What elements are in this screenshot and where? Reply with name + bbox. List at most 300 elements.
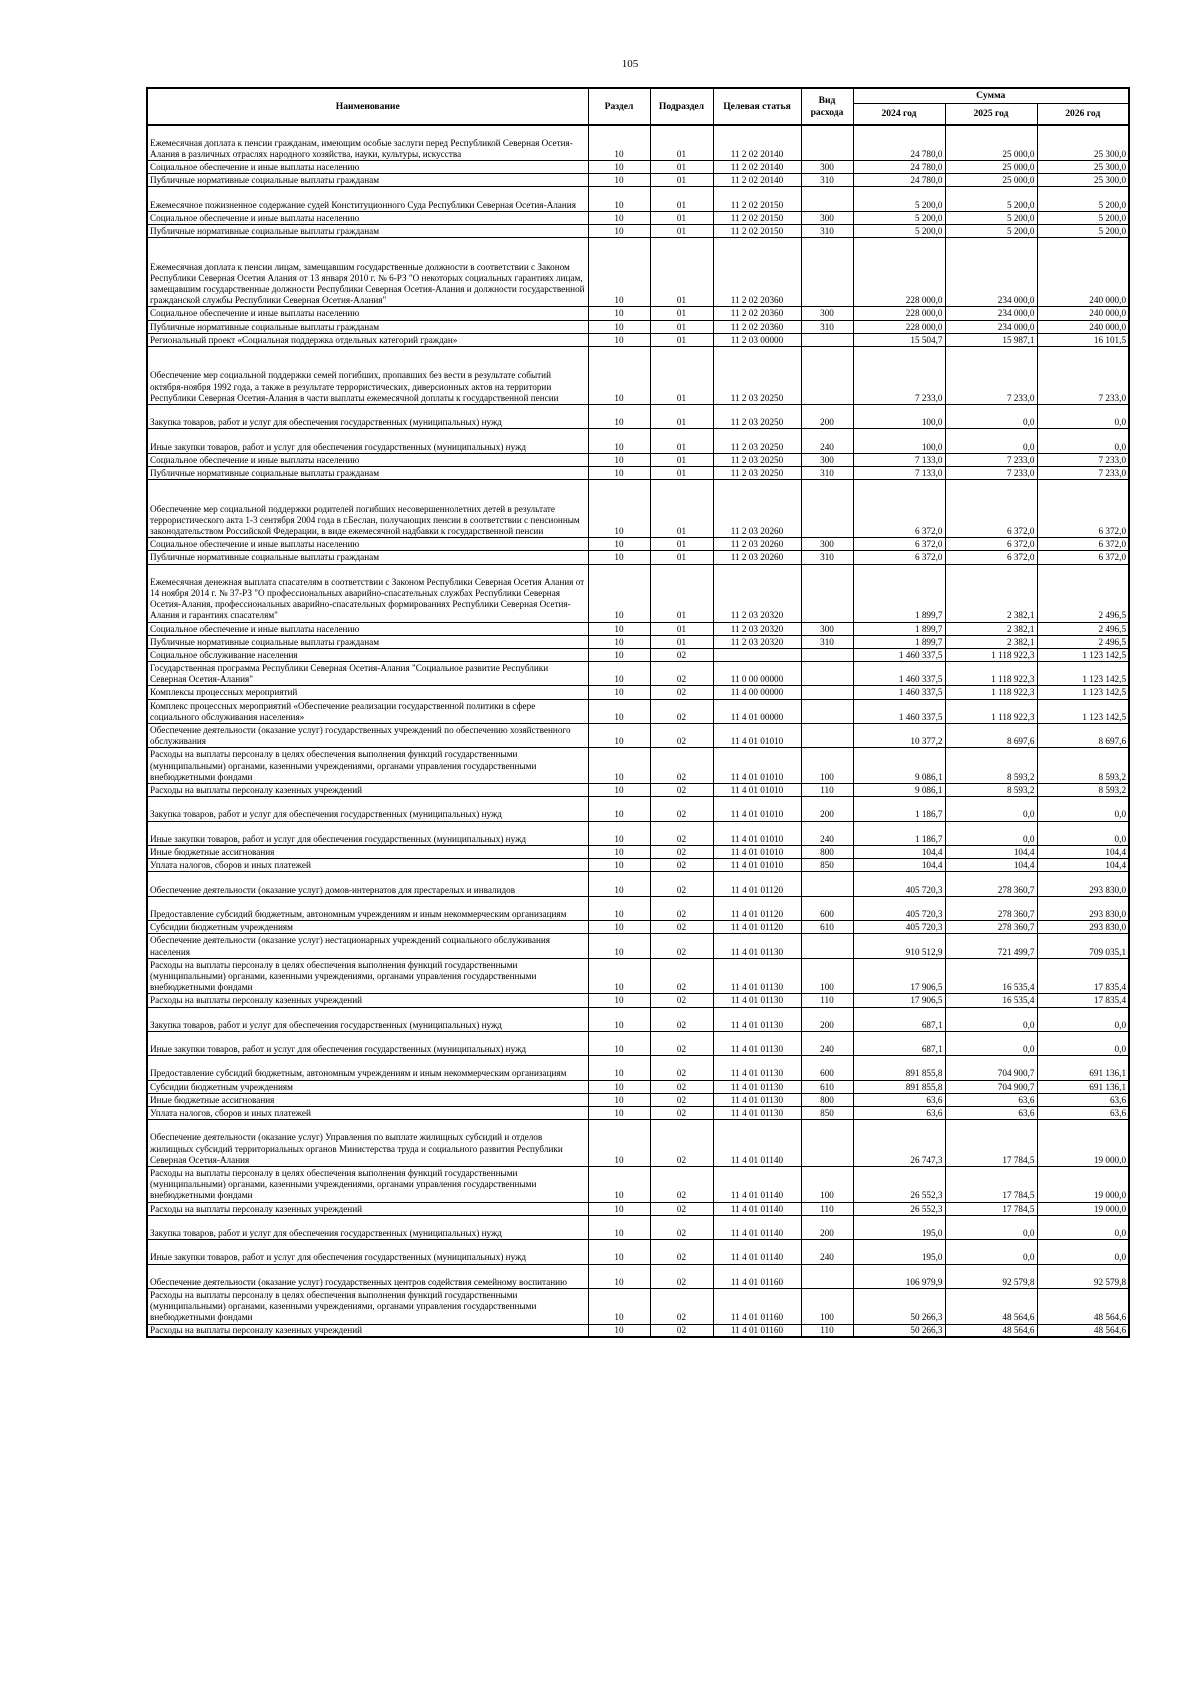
row-amount-2024: 687,1 — [853, 1031, 945, 1055]
table-row — [147, 551, 1129, 564]
row-target: 11 4 01 01130 — [713, 1107, 801, 1120]
row-amount-2025: 278 360,7 — [945, 896, 1037, 920]
row-amount-2026: 17 835,4 — [1037, 958, 1129, 994]
row-amount-2024: 7 133,0 — [853, 466, 945, 479]
row-razdel: 10 — [588, 934, 650, 958]
row-amount-2025: 48 564,6 — [945, 1324, 1037, 1337]
row-razdel: 10 — [588, 333, 650, 346]
table-row — [147, 1202, 1129, 1215]
table-row — [147, 994, 1129, 1007]
row-name: Закупка товаров, работ и услуг для обеспечения государственных (муниципальных) нужд — [147, 797, 588, 821]
row-amount-2024: 405 720,3 — [853, 896, 945, 920]
row-target: 11 4 01 01140 — [713, 1167, 801, 1203]
row-amount-2024: 100,0 — [853, 429, 945, 453]
row-amount-2025: 7 233,0 — [945, 346, 1037, 404]
row-razdel: 10 — [588, 174, 650, 187]
row-podrazdel: 01 — [650, 125, 713, 161]
row-target: 11 2 02 20360 — [713, 238, 801, 307]
row-vid — [801, 346, 853, 404]
row-name: Публичные нормативные социальные выплаты гражданам — [147, 225, 588, 238]
row-name: Иные бюджетные ассигнования — [147, 846, 588, 859]
row-amount-2026: 1 123 142,5 — [1037, 648, 1129, 661]
row-amount-2026: 104,4 — [1037, 859, 1129, 872]
row-podrazdel: 02 — [650, 994, 713, 1007]
row-amount-2026: 8 697,6 — [1037, 724, 1129, 748]
row-amount-2024: 106 979,9 — [853, 1264, 945, 1288]
row-name: Закупка товаров, работ и услуг для обеспечения государственных (муниципальных) нужд — [147, 1215, 588, 1239]
row-amount-2026: 0,0 — [1037, 404, 1129, 428]
table-row — [147, 187, 1129, 211]
row-target: 11 2 02 20140 — [713, 161, 801, 174]
row-amount-2026: 240 000,0 — [1037, 307, 1129, 320]
row-podrazdel: 01 — [650, 429, 713, 453]
row-amount-2024: 5 200,0 — [853, 211, 945, 224]
table-row — [147, 320, 1129, 333]
row-target: 11 4 01 01010 — [713, 846, 801, 859]
row-vid: 610 — [801, 1080, 853, 1093]
row-vid: 850 — [801, 1107, 853, 1120]
row-amount-2026: 6 372,0 — [1037, 480, 1129, 538]
row-podrazdel: 02 — [650, 1007, 713, 1031]
row-podrazdel: 02 — [650, 1202, 713, 1215]
row-podrazdel: 01 — [650, 174, 713, 187]
row-razdel: 10 — [588, 821, 650, 845]
row-amount-2026: 1 123 142,5 — [1037, 699, 1129, 723]
row-podrazdel: 02 — [650, 1240, 713, 1264]
table-row — [147, 1240, 1129, 1264]
row-razdel: 10 — [588, 211, 650, 224]
row-amount-2026: 104,4 — [1037, 846, 1129, 859]
table-row — [147, 1215, 1129, 1239]
row-name: Социальное обслуживание населения — [147, 648, 588, 661]
row-podrazdel: 02 — [650, 1324, 713, 1337]
row-vid: 610 — [801, 921, 853, 934]
row-amount-2024: 195,0 — [853, 1215, 945, 1239]
row-name: Уплата налогов, сборов и иных платежей — [147, 859, 588, 872]
row-podrazdel: 02 — [650, 1107, 713, 1120]
row-amount-2026: 6 372,0 — [1037, 551, 1129, 564]
table-row — [147, 635, 1129, 648]
header-year-2025: 2025 год — [945, 104, 1037, 126]
row-amount-2025: 7 233,0 — [945, 453, 1037, 466]
table-row — [147, 1080, 1129, 1093]
row-vid — [801, 686, 853, 699]
row-amount-2025: 704 900,7 — [945, 1056, 1037, 1080]
row-target: 11 2 03 20320 — [713, 622, 801, 635]
row-target: 11 2 02 20140 — [713, 174, 801, 187]
row-razdel: 10 — [588, 480, 650, 538]
row-razdel: 10 — [588, 797, 650, 821]
row-razdel: 10 — [588, 1215, 650, 1239]
row-name: Ежемесячная доплата к пенсии лицам, замещавшим государственные должности в соответствии с Законом Республики Северная Осетия Алания от 13 января 2010 г. № 6-РЗ "О некоторых социальных гарантиях лицам, замещавшим государственные должности Республики Северная Осетия-Алания и должности государственной гражданской службы Республики Северная Осетия-Алания" — [147, 238, 588, 307]
table-row — [147, 846, 1129, 859]
row-target: 11 2 03 20250 — [713, 466, 801, 479]
row-podrazdel: 02 — [650, 1289, 713, 1325]
row-amount-2025: 6 372,0 — [945, 538, 1037, 551]
row-razdel: 10 — [588, 125, 650, 161]
row-name: Обеспечение деятельности (оказание услуг) государственных учреждений по обеспечению хозяйственного обслуживания — [147, 724, 588, 748]
row-amount-2024: 6 372,0 — [853, 538, 945, 551]
row-podrazdel: 02 — [650, 872, 713, 896]
row-amount-2025: 5 200,0 — [945, 225, 1037, 238]
row-podrazdel: 02 — [650, 784, 713, 797]
row-target: 11 4 01 01010 — [713, 821, 801, 845]
row-razdel: 10 — [588, 1167, 650, 1203]
table-row — [147, 404, 1129, 428]
row-amount-2026: 0,0 — [1037, 1007, 1129, 1031]
row-amount-2025: 0,0 — [945, 797, 1037, 821]
row-vid: 310 — [801, 225, 853, 238]
row-vid: 110 — [801, 784, 853, 797]
table-row — [147, 797, 1129, 821]
row-razdel: 10 — [588, 686, 650, 699]
row-amount-2026: 0,0 — [1037, 1215, 1129, 1239]
row-amount-2025: 16 535,4 — [945, 994, 1037, 1007]
table-row — [147, 1093, 1129, 1106]
row-target: 11 2 03 20260 — [713, 480, 801, 538]
row-podrazdel: 01 — [650, 238, 713, 307]
row-amount-2024: 50 266,3 — [853, 1324, 945, 1337]
row-amount-2026: 5 200,0 — [1037, 187, 1129, 211]
row-target: 11 2 02 20150 — [713, 225, 801, 238]
row-podrazdel: 01 — [650, 346, 713, 404]
row-amount-2025: 63,6 — [945, 1093, 1037, 1106]
row-razdel: 10 — [588, 846, 650, 859]
row-amount-2024: 5 200,0 — [853, 225, 945, 238]
row-razdel: 10 — [588, 1031, 650, 1055]
row-amount-2024: 891 855,8 — [853, 1080, 945, 1093]
row-name: Социальное обеспечение и иные выплаты населению — [147, 307, 588, 320]
row-amount-2024: 687,1 — [853, 1007, 945, 1031]
row-amount-2026: 7 233,0 — [1037, 453, 1129, 466]
row-razdel: 10 — [588, 1202, 650, 1215]
row-podrazdel: 01 — [650, 225, 713, 238]
row-amount-2025: 278 360,7 — [945, 872, 1037, 896]
row-razdel: 10 — [588, 320, 650, 333]
row-vid: 600 — [801, 896, 853, 920]
table-row — [147, 1167, 1129, 1203]
row-razdel: 10 — [588, 635, 650, 648]
row-podrazdel: 01 — [650, 635, 713, 648]
row-name: Ежемесячное пожизненное содержание судей Конституционного Суда Республики Северная Осетия-Алания — [147, 187, 588, 211]
row-podrazdel: 02 — [650, 934, 713, 958]
row-podrazdel: 02 — [650, 846, 713, 859]
row-name: Закупка товаров, работ и услуг для обеспечения государственных (муниципальных) нужд — [147, 404, 588, 428]
row-amount-2024: 100,0 — [853, 404, 945, 428]
row-amount-2025: 6 372,0 — [945, 480, 1037, 538]
row-vid — [801, 564, 853, 622]
row-amount-2026: 709 035,1 — [1037, 934, 1129, 958]
row-amount-2026: 1 123 142,5 — [1037, 662, 1129, 686]
row-razdel: 10 — [588, 958, 650, 994]
table-row — [147, 125, 1129, 161]
row-amount-2024: 24 780,0 — [853, 161, 945, 174]
row-razdel: 10 — [588, 538, 650, 551]
row-vid: 240 — [801, 821, 853, 845]
row-amount-2024: 1 899,7 — [853, 635, 945, 648]
table-row — [147, 662, 1129, 686]
row-amount-2024: 6 372,0 — [853, 551, 945, 564]
row-name: Закупка товаров, работ и услуг для обеспечения государственных (муниципальных) нужд — [147, 1007, 588, 1031]
table-row — [147, 1031, 1129, 1055]
row-razdel: 10 — [588, 453, 650, 466]
row-podrazdel: 01 — [650, 307, 713, 320]
row-amount-2024: 63,6 — [853, 1107, 945, 1120]
table-row — [147, 538, 1129, 551]
row-name: Комплексы процессных мероприятий — [147, 686, 588, 699]
row-amount-2024: 26 552,3 — [853, 1202, 945, 1215]
row-amount-2026: 25 300,0 — [1037, 125, 1129, 161]
table-row — [147, 1324, 1129, 1337]
row-razdel: 10 — [588, 1093, 650, 1106]
row-name: Расходы на выплаты персоналу казенных учреждений — [147, 994, 588, 1007]
row-vid — [801, 480, 853, 538]
row-amount-2025: 1 118 922,3 — [945, 662, 1037, 686]
table-row — [147, 466, 1129, 479]
row-name: Публичные нормативные социальные выплаты гражданам — [147, 320, 588, 333]
table-row — [147, 699, 1129, 723]
row-amount-2026: 691 136,1 — [1037, 1056, 1129, 1080]
table-row — [147, 225, 1129, 238]
row-amount-2025: 234 000,0 — [945, 307, 1037, 320]
row-vid: 110 — [801, 1202, 853, 1215]
header-year-2026: 2026 год — [1037, 104, 1129, 126]
row-amount-2024: 6 372,0 — [853, 480, 945, 538]
row-vid — [801, 333, 853, 346]
row-target: 11 2 03 20260 — [713, 538, 801, 551]
row-podrazdel: 01 — [650, 161, 713, 174]
table-row — [147, 161, 1129, 174]
row-name: Государственная программа Республики Северная Осетия-Алания "Социальное развитие Республики Северная Осетия-Алания" — [147, 662, 588, 686]
row-amount-2024: 104,4 — [853, 846, 945, 859]
row-target: 11 4 01 01010 — [713, 724, 801, 748]
row-amount-2024: 891 855,8 — [853, 1056, 945, 1080]
row-amount-2024: 9 086,1 — [853, 748, 945, 784]
row-razdel: 10 — [588, 699, 650, 723]
row-razdel: 10 — [588, 872, 650, 896]
table-row — [147, 211, 1129, 224]
row-amount-2026: 25 300,0 — [1037, 174, 1129, 187]
row-amount-2026: 19 000,0 — [1037, 1120, 1129, 1167]
row-podrazdel: 02 — [650, 1215, 713, 1239]
row-razdel: 10 — [588, 859, 650, 872]
row-podrazdel: 02 — [650, 921, 713, 934]
row-name: Обеспечение мер социальной поддержки семей погибших, пропавших без вести в результате событий октября-ноября 1992 года, а также в результате террористических, диверсионных актов на территории Республики Северная Осетия-Алания в части выплаты ежемесячной доплаты к государственной пенсии — [147, 346, 588, 404]
row-amount-2024: 10 377,2 — [853, 724, 945, 748]
row-name: Обеспечение деятельности (оказание услуг) домов-интернатов для престарелых и инвалидов — [147, 872, 588, 896]
row-name: Обеспечение деятельности (оказание услуг) Управления по выплате жилищных субсидий и отделов жилищных субсидий территориальных органов Министерства труда и социального развития Республики Северная Осетия-Алания — [147, 1120, 588, 1167]
row-razdel: 10 — [588, 404, 650, 428]
row-name: Социальное обеспечение и иные выплаты населению — [147, 211, 588, 224]
row-amount-2024: 1 186,7 — [853, 797, 945, 821]
row-podrazdel: 01 — [650, 453, 713, 466]
row-amount-2026: 7 233,0 — [1037, 346, 1129, 404]
row-name: Субсидии бюджетным учреждениям — [147, 921, 588, 934]
row-target: 11 2 02 20140 — [713, 125, 801, 161]
row-amount-2025: 0,0 — [945, 1031, 1037, 1055]
row-amount-2024: 1 460 337,5 — [853, 699, 945, 723]
row-amount-2025: 5 200,0 — [945, 187, 1037, 211]
row-vid: 100 — [801, 748, 853, 784]
table-row — [147, 686, 1129, 699]
table-row — [147, 333, 1129, 346]
row-amount-2024: 1 460 337,5 — [853, 662, 945, 686]
row-vid: 200 — [801, 1215, 853, 1239]
row-podrazdel: 02 — [650, 896, 713, 920]
table-row — [147, 1007, 1129, 1031]
table-row — [147, 1107, 1129, 1120]
row-vid — [801, 699, 853, 723]
row-amount-2025: 63,6 — [945, 1107, 1037, 1120]
row-target: 11 4 01 01120 — [713, 921, 801, 934]
table-body — [147, 125, 1129, 1337]
row-vid — [801, 934, 853, 958]
row-amount-2024: 24 780,0 — [853, 125, 945, 161]
row-podrazdel: 02 — [650, 821, 713, 845]
row-name: Публичные нормативные социальные выплаты гражданам — [147, 551, 588, 564]
row-podrazdel: 01 — [650, 404, 713, 428]
row-amount-2024: 26 747,3 — [853, 1120, 945, 1167]
row-podrazdel: 02 — [650, 859, 713, 872]
row-amount-2025: 25 000,0 — [945, 125, 1037, 161]
row-target: 11 2 02 20360 — [713, 320, 801, 333]
header-razdel: Раздел — [588, 88, 650, 125]
row-razdel: 10 — [588, 187, 650, 211]
row-target: 11 4 01 01130 — [713, 1007, 801, 1031]
row-amount-2025: 8 697,6 — [945, 724, 1037, 748]
row-podrazdel: 01 — [650, 466, 713, 479]
row-target: 11 4 01 01010 — [713, 748, 801, 784]
row-amount-2024: 26 552,3 — [853, 1167, 945, 1203]
row-podrazdel: 02 — [650, 1056, 713, 1080]
row-razdel: 10 — [588, 994, 650, 1007]
table-row — [147, 238, 1129, 307]
row-name: Предоставление субсидий бюджетным, автономным учреждениям и иным некоммерческим организациям — [147, 1056, 588, 1080]
row-amount-2025: 17 784,5 — [945, 1167, 1037, 1203]
row-amount-2026: 293 830,0 — [1037, 872, 1129, 896]
row-amount-2025: 704 900,7 — [945, 1080, 1037, 1093]
table-row — [147, 480, 1129, 538]
row-podrazdel: 02 — [650, 797, 713, 821]
row-razdel: 10 — [588, 1120, 650, 1167]
row-name: Публичные нормативные социальные выплаты гражданам — [147, 174, 588, 187]
row-vid — [801, 872, 853, 896]
table-row — [147, 921, 1129, 934]
row-amount-2024: 910 512,9 — [853, 934, 945, 958]
row-name: Обеспечение деятельности (оказание услуг) государственных центров содействия семейному воспитанию — [147, 1264, 588, 1288]
row-target: 11 4 01 01160 — [713, 1289, 801, 1325]
row-amount-2024: 228 000,0 — [853, 320, 945, 333]
row-amount-2024: 50 266,3 — [853, 1289, 945, 1325]
row-podrazdel: 01 — [650, 564, 713, 622]
row-vid — [801, 648, 853, 661]
row-razdel: 10 — [588, 564, 650, 622]
row-amount-2025: 2 382,1 — [945, 635, 1037, 648]
row-podrazdel: 01 — [650, 333, 713, 346]
row-name: Социальное обеспечение и иные выплаты населению — [147, 453, 588, 466]
row-name: Расходы на выплаты персоналу в целях обеспечения выполнения функций государственными (муниципальными) органами, казенными учреждениями, органами управления государственными внебюджетными фондами — [147, 958, 588, 994]
table-row — [147, 872, 1129, 896]
row-name: Расходы на выплаты персоналу в целях обеспечения выполнения функций государственными (муниципальными) органами, казенными учреждениями, органами управления государственными внебюджетными фондами — [147, 1167, 588, 1203]
row-vid: 100 — [801, 958, 853, 994]
row-razdel: 10 — [588, 896, 650, 920]
table-row — [147, 934, 1129, 958]
row-amount-2025: 278 360,7 — [945, 921, 1037, 934]
row-amount-2024: 1 186,7 — [853, 821, 945, 845]
row-podrazdel: 02 — [650, 1080, 713, 1093]
row-razdel: 10 — [588, 551, 650, 564]
row-podrazdel: 01 — [650, 622, 713, 635]
row-amount-2024: 17 906,5 — [853, 958, 945, 994]
table-row — [147, 648, 1129, 661]
row-amount-2025: 17 784,5 — [945, 1120, 1037, 1167]
row-razdel: 10 — [588, 1107, 650, 1120]
row-amount-2025: 1 118 922,3 — [945, 686, 1037, 699]
row-target: 11 4 01 01120 — [713, 872, 801, 896]
row-target: 11 2 03 20250 — [713, 404, 801, 428]
row-target: 11 0 00 00000 — [713, 662, 801, 686]
row-target: 11 4 01 01140 — [713, 1202, 801, 1215]
row-podrazdel: 02 — [650, 648, 713, 661]
row-vid: 310 — [801, 635, 853, 648]
table-row — [147, 896, 1129, 920]
row-vid: 850 — [801, 859, 853, 872]
row-name: Предоставление субсидий бюджетным, автономным учреждениям и иным некоммерческим организациям — [147, 896, 588, 920]
row-name: Региональный проект «Социальная поддержка отдельных категорий граждан» — [147, 333, 588, 346]
row-amount-2024: 1 899,7 — [853, 622, 945, 635]
row-amount-2026: 0,0 — [1037, 797, 1129, 821]
row-amount-2026: 19 000,0 — [1037, 1167, 1129, 1203]
row-name: Уплата налогов, сборов и иных платежей — [147, 1107, 588, 1120]
row-vid — [801, 662, 853, 686]
row-amount-2025: 0,0 — [945, 1007, 1037, 1031]
row-target: 11 4 01 01160 — [713, 1264, 801, 1288]
table-row — [147, 1120, 1129, 1167]
row-razdel: 10 — [588, 1080, 650, 1093]
table-row — [147, 307, 1129, 320]
row-vid: 310 — [801, 551, 853, 564]
row-razdel: 10 — [588, 1264, 650, 1288]
row-name: Иные закупки товаров, работ и услуг для обеспечения государственных (муниципальных) нужд — [147, 429, 588, 453]
row-target — [713, 648, 801, 661]
row-razdel: 10 — [588, 1324, 650, 1337]
row-vid: 110 — [801, 994, 853, 1007]
row-amount-2026: 0,0 — [1037, 821, 1129, 845]
row-target: 11 2 03 20250 — [713, 346, 801, 404]
row-amount-2026: 6 372,0 — [1037, 538, 1129, 551]
header-target: Целевая статья — [713, 88, 801, 125]
row-amount-2026: 7 233,0 — [1037, 466, 1129, 479]
row-vid — [801, 724, 853, 748]
row-target: 11 4 01 01140 — [713, 1215, 801, 1239]
row-target: 11 4 00 00000 — [713, 686, 801, 699]
row-amount-2024: 63,6 — [853, 1093, 945, 1106]
row-amount-2025: 1 118 922,3 — [945, 699, 1037, 723]
row-razdel: 10 — [588, 161, 650, 174]
row-amount-2026: 0,0 — [1037, 429, 1129, 453]
row-target: 11 4 01 01010 — [713, 797, 801, 821]
row-name: Социальное обеспечение и иные выплаты населению — [147, 622, 588, 635]
row-target: 11 2 02 20360 — [713, 307, 801, 320]
row-name: Социальное обеспечение и иные выплаты населению — [147, 538, 588, 551]
row-amount-2026: 63,6 — [1037, 1107, 1129, 1120]
row-target: 11 4 01 01120 — [713, 896, 801, 920]
table-row — [147, 346, 1129, 404]
row-podrazdel: 02 — [650, 1120, 713, 1167]
row-amount-2025: 721 499,7 — [945, 934, 1037, 958]
row-vid: 300 — [801, 307, 853, 320]
row-amount-2026: 8 593,2 — [1037, 748, 1129, 784]
